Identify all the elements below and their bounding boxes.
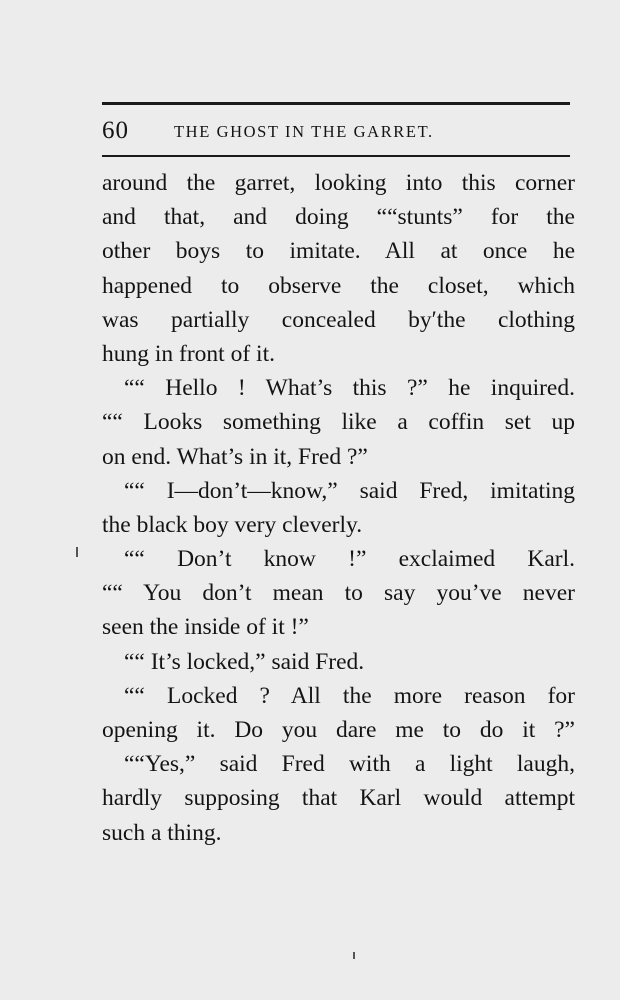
header-rule-bottom — [102, 155, 570, 157]
text-line: ““ You don’t mean to say you’ve never — [102, 580, 575, 607]
text-line: ““ Hello ! What’s this ?” he inquired. — [124, 375, 575, 402]
text-line: and that, and doing ““stunts” for the — [102, 204, 575, 231]
page-header — [102, 116, 570, 152]
text-line: ““ Looks something like a coffin set up — [102, 409, 575, 436]
text-line: ““ It’s locked,” said Fred. — [124, 648, 365, 675]
text-line: happened to observe the closet, which — [102, 272, 575, 299]
text-line: seen the inside of it !” — [102, 614, 309, 641]
text-line: hardly supposing that Karl would attempt — [102, 785, 575, 812]
text-line: ““ Locked ? All the more reason for — [124, 682, 575, 709]
text-line: other boys to imitate. All at once he — [102, 238, 575, 265]
page-number: 60 — [102, 117, 129, 144]
text-line: the black boy very cleverly. — [102, 511, 363, 538]
text-line: on end. What’s in it, Fred ?” — [102, 443, 368, 470]
paper-speck — [76, 547, 78, 557]
text-line: hung in front of it. — [102, 340, 275, 367]
text-line: such a thing. — [102, 819, 222, 846]
text-line: opening it. Do you dare me to do it ?” — [102, 717, 575, 743]
paper-speck — [353, 952, 355, 959]
text-line: was partially concealed by′the clothing — [102, 306, 575, 333]
text-line: ““ I—don’t—know,” said Fred, imitating — [124, 477, 575, 504]
body-text — [102, 166, 575, 850]
header-rule-top — [102, 102, 570, 105]
text-line: ““ Don’t know !” exclaimed Karl. — [124, 546, 575, 573]
text-line: around the garret, looking into this corner — [102, 170, 575, 196]
text-line: ““Yes,” said Fred with a light laugh, — [124, 751, 575, 778]
running-title: THE GHOST IN THE GARRET. — [174, 122, 434, 141]
